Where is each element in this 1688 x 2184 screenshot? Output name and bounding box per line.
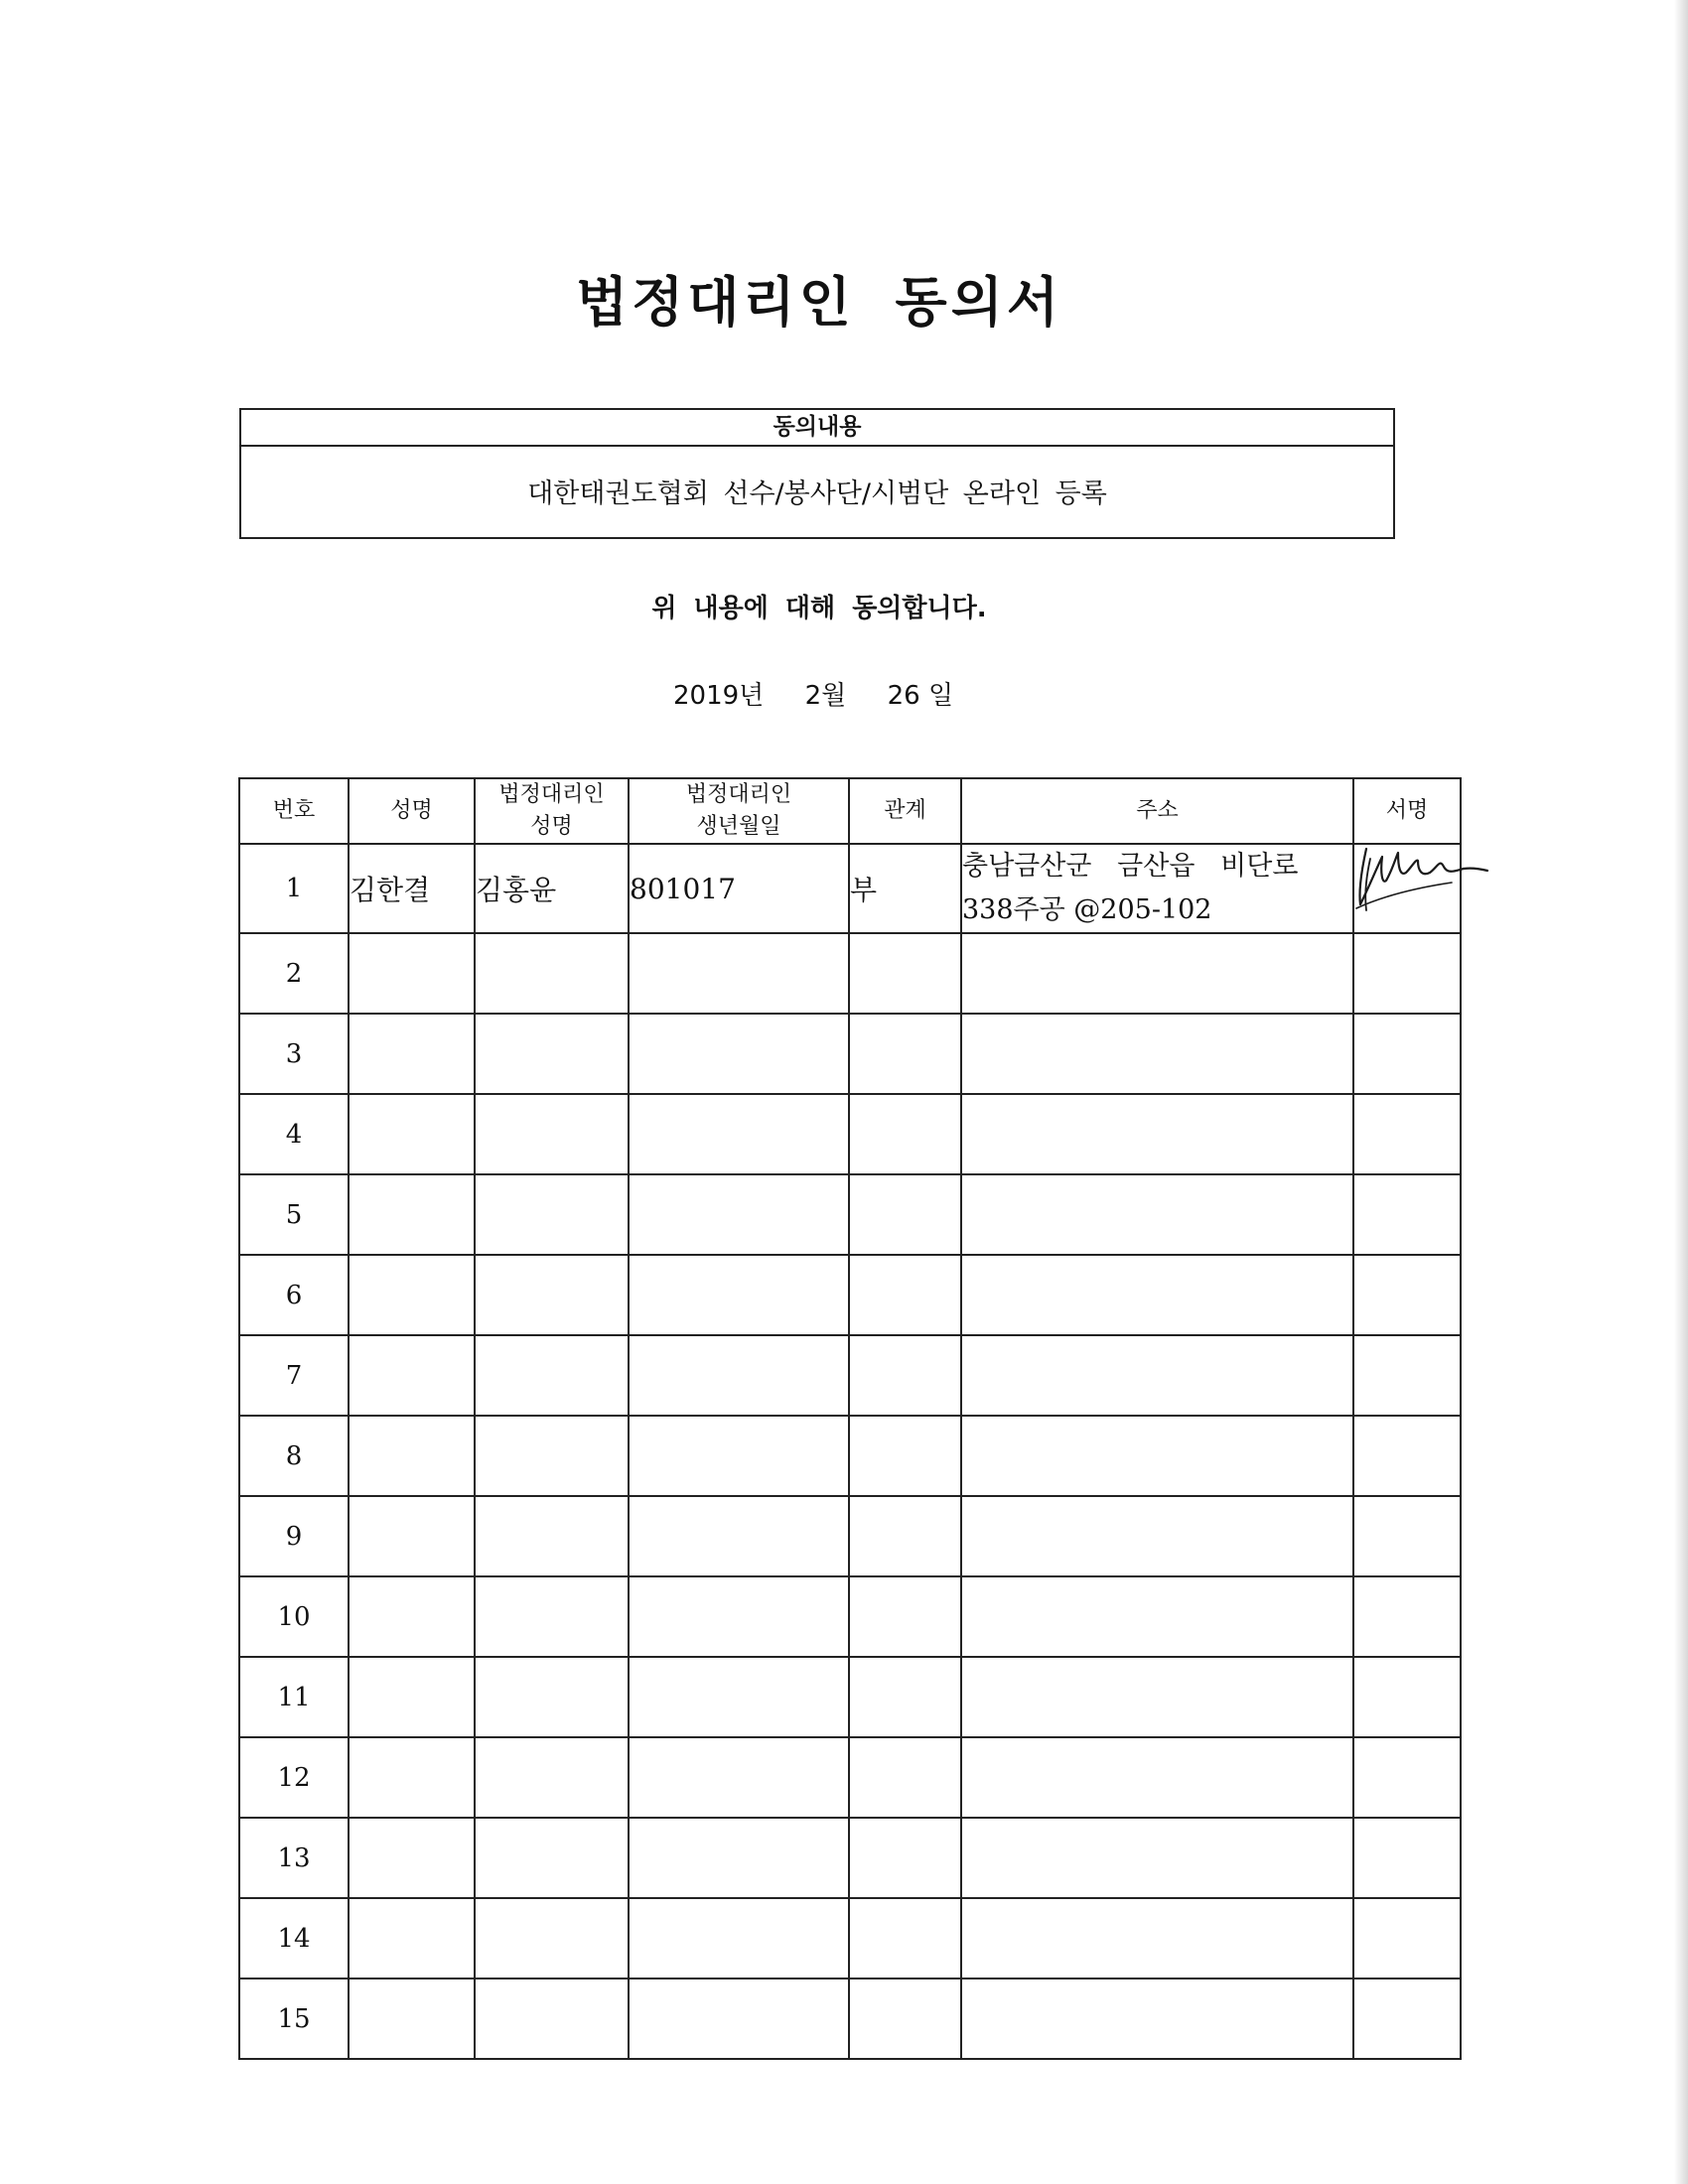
- row-relation: [849, 1174, 961, 1255]
- row-address: [961, 1014, 1353, 1094]
- row-guardian-name: [475, 1657, 629, 1737]
- row-guardian-birth: [629, 1094, 849, 1174]
- row-relation: [849, 1094, 961, 1174]
- row-guardian-name: [475, 1496, 629, 1576]
- row-guardian-birth: [629, 1335, 849, 1416]
- table-row: [239, 1979, 1461, 2059]
- guardian-table: [238, 777, 1462, 2060]
- header-guardian-name-line1: 법정대리인: [498, 782, 605, 807]
- row-address: [961, 933, 1353, 1014]
- row-guardian-birth: [629, 1174, 849, 1255]
- row-address-line2: 338주공 @205-102: [962, 894, 1212, 925]
- row-guardian-birth: [629, 1737, 849, 1818]
- row-signature: [1353, 1416, 1461, 1496]
- row-relation: [849, 933, 961, 1014]
- header-guardian-birth: [629, 778, 849, 844]
- row-address: [961, 1657, 1353, 1737]
- row-signature: [1353, 1174, 1461, 1255]
- scan-edge-shadow: [1674, 0, 1688, 2184]
- row-number: 11: [239, 1657, 349, 1737]
- row-number: 15: [239, 1979, 349, 2059]
- row-name: 김한결: [349, 844, 475, 933]
- row-address: [961, 1255, 1353, 1335]
- row-name: [349, 1174, 475, 1255]
- row-relation: [849, 1657, 961, 1737]
- row-number: 10: [239, 1576, 349, 1657]
- table-row: [239, 1255, 1461, 1335]
- row-name: [349, 1657, 475, 1737]
- row-number: 3: [239, 1014, 349, 1094]
- row-number: 4: [239, 1094, 349, 1174]
- row-name: [349, 1898, 475, 1979]
- table-row: [239, 1737, 1461, 1818]
- row-number: 9: [239, 1496, 349, 1576]
- consent-box: [239, 408, 1395, 539]
- row-signature: [1353, 1898, 1461, 1979]
- consent-heading: 동의내용: [241, 410, 1393, 447]
- row-relation: [849, 1255, 961, 1335]
- row-signature: [1353, 1094, 1461, 1174]
- header-guardian-name-line2: 성명: [530, 814, 573, 839]
- header-address: 주소: [961, 778, 1353, 844]
- row-guardian-name: [475, 1576, 629, 1657]
- row-signature: [1353, 1737, 1461, 1818]
- row-guardian-birth: [629, 1255, 849, 1335]
- table-row: [239, 844, 1461, 933]
- row-address-line1: 충남금산군 금산읍 비단로: [962, 851, 1299, 882]
- row-name: [349, 1496, 475, 1576]
- row-guardian-birth: [629, 1657, 849, 1737]
- header-guardian-birth-line1: 법정대리인: [685, 782, 792, 807]
- row-address: [961, 1335, 1353, 1416]
- row-name: [349, 1416, 475, 1496]
- row-guardian-name: [475, 1174, 629, 1255]
- row-guardian-name: [475, 1737, 629, 1818]
- header-signature: 서명: [1353, 778, 1461, 844]
- table-row: [239, 1898, 1461, 1979]
- row-name: [349, 1335, 475, 1416]
- row-guardian-name: [475, 1255, 629, 1335]
- row-guardian-name: [475, 1818, 629, 1898]
- row-signature: [1353, 1496, 1461, 1576]
- consent-content: 대한태권도협회 선수/봉사단/시범단 온라인 등록: [527, 478, 1107, 509]
- row-signature: [1353, 1657, 1461, 1737]
- row-relation: [849, 1979, 961, 2059]
- header-guardian-birth-line2: 생년월일: [696, 814, 781, 839]
- row-address: [961, 1818, 1353, 1898]
- row-relation: [849, 1898, 961, 1979]
- row-guardian-name: [475, 1335, 629, 1416]
- row-signature: [1353, 1014, 1461, 1094]
- row-number: 5: [239, 1174, 349, 1255]
- row-guardian-name: 김홍윤: [475, 844, 629, 933]
- row-guardian-name: [475, 933, 629, 1014]
- row-number: 6: [239, 1255, 349, 1335]
- row-name: [349, 1818, 475, 1898]
- row-relation: [849, 1335, 961, 1416]
- agreement-statement: 위 내용에 대해 동의합니다.: [651, 594, 987, 623]
- row-guardian-name: [475, 1416, 629, 1496]
- row-guardian-birth: 801017: [629, 844, 849, 933]
- row-guardian-birth: [629, 1898, 849, 1979]
- table-header-row: [239, 778, 1461, 844]
- row-signature: [1353, 1255, 1461, 1335]
- row-signature: [1353, 1576, 1461, 1657]
- row-signature: [1353, 1335, 1461, 1416]
- row-name: [349, 1094, 475, 1174]
- row-name: [349, 1014, 475, 1094]
- row-relation: [849, 1496, 961, 1576]
- row-address: [961, 1898, 1353, 1979]
- row-guardian-birth: [629, 1576, 849, 1657]
- table-row: [239, 1335, 1461, 1416]
- row-number: 2: [239, 933, 349, 1014]
- date-month: 2월: [804, 681, 847, 711]
- row-relation: [849, 1576, 961, 1657]
- row-number: 1: [239, 844, 349, 933]
- date-year: 2019년: [673, 681, 765, 711]
- table-row: [239, 1416, 1461, 1496]
- row-signature: [1353, 844, 1461, 933]
- row-address: [961, 844, 1353, 933]
- row-number: 7: [239, 1335, 349, 1416]
- table-row: [239, 933, 1461, 1014]
- header-number: 번호: [239, 778, 349, 844]
- row-signature: [1353, 1979, 1461, 2059]
- row-number: 13: [239, 1818, 349, 1898]
- header-relation: 관계: [849, 778, 961, 844]
- table-row: [239, 1818, 1461, 1898]
- row-address: [961, 1737, 1353, 1818]
- row-address: [961, 1416, 1353, 1496]
- row-address: [961, 1496, 1353, 1576]
- row-guardian-birth: [629, 1416, 849, 1496]
- row-guardian-name: [475, 1094, 629, 1174]
- row-address: [961, 1576, 1353, 1657]
- table-row: [239, 1576, 1461, 1657]
- handwritten-signature: [1352, 837, 1491, 926]
- row-number: 8: [239, 1416, 349, 1496]
- table-row: [239, 1014, 1461, 1094]
- table-row: [239, 1657, 1461, 1737]
- row-guardian-birth: [629, 933, 849, 1014]
- document-title: 법정대리인 동의서: [575, 271, 1063, 334]
- row-signature: [1353, 1818, 1461, 1898]
- row-guardian-name: [475, 1014, 629, 1094]
- header-guardian-name: [475, 778, 629, 844]
- table-row: [239, 1174, 1461, 1255]
- row-name: [349, 1737, 475, 1818]
- date-day: 26 일: [887, 681, 954, 711]
- row-guardian-name: [475, 1979, 629, 2059]
- consent-date: [673, 675, 953, 712]
- row-guardian-birth: [629, 1818, 849, 1898]
- row-guardian-birth: [629, 1979, 849, 2059]
- row-address: [961, 1174, 1353, 1255]
- row-name: [349, 933, 475, 1014]
- table-row: [239, 1496, 1461, 1576]
- row-relation: [849, 1014, 961, 1094]
- row-relation: [849, 1737, 961, 1818]
- row-guardian-name: [475, 1898, 629, 1979]
- row-number: 14: [239, 1898, 349, 1979]
- row-relation: [849, 1416, 961, 1496]
- row-address: [961, 1979, 1353, 2059]
- row-guardian-birth: [629, 1496, 849, 1576]
- row-number: 12: [239, 1737, 349, 1818]
- table-row: [239, 1094, 1461, 1174]
- row-relation: 부: [849, 844, 961, 933]
- row-guardian-birth: [629, 1014, 849, 1094]
- row-address: [961, 1094, 1353, 1174]
- row-name: [349, 1576, 475, 1657]
- row-name: [349, 1979, 475, 2059]
- row-signature: [1353, 933, 1461, 1014]
- row-name: [349, 1255, 475, 1335]
- row-relation: [849, 1818, 961, 1898]
- header-name: 성명: [349, 778, 475, 844]
